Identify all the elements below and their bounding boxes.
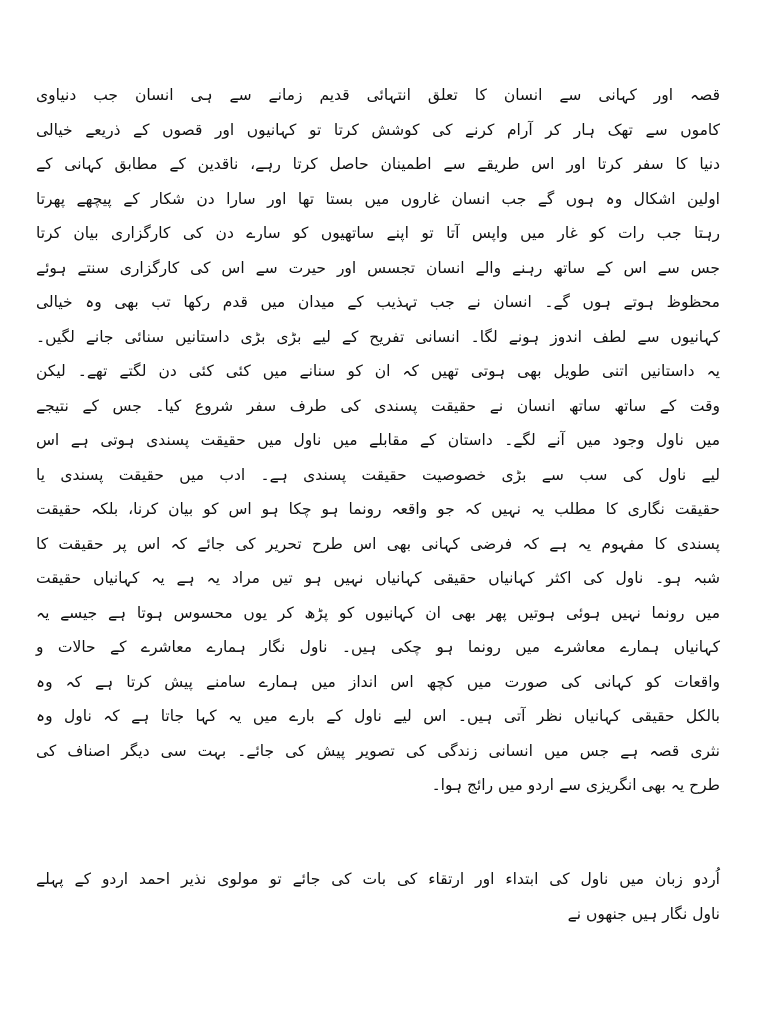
text-line: میں ناول وجود میں آنے لگے۔ داستان کے مقابلے میں ناول میں حقیقت پسندی ہوتی ہے اس xyxy=(36,431,720,449)
text-line: اولین اشکال وہ ہوں گے جب انسان غاروں میں بستا تھا اور سارا دن شکار کے پیچھے پھرتا xyxy=(36,189,720,208)
text-line: ناول نگار ہیں جنھوں نے xyxy=(567,904,720,923)
text-line: دنیا کا سفر کرتا اور اس طریقے سے اطمینان حاصل کرتا رہے، ناقدین کے مطابق کہانی کے xyxy=(36,155,720,173)
text-line: قصہ اور کہانی سے انسان کا تعلق انتہائی قدیم زمانے سے ہی انسان جب دنیاوی xyxy=(36,86,720,104)
text-line: کہانیاں ہمارے معاشرے میں رونما ہو چکی ہیں۔ ناول نگار ہمارے معاشرے کے حالات و xyxy=(36,638,720,656)
text-line: میں رونما نہیں ہوئی ہوتیں پھر بھی ان کہانیوں کو پڑھ کر یوں محسوس ہوتا ہے جیسے یہ xyxy=(36,603,720,622)
paragraph-novel-history xyxy=(36,78,720,803)
text-line: رہتا جب رات کو غار میں واپس آتا تو اپنے ساتھیوں کو سارے دن کی کارگزاری بیان کرتا xyxy=(36,224,720,242)
text-line: پسندی کا مفہوم یہ ہے کہ فرضی کہانی بھی اس طرح تحریر کی جائے کہ اس پر حقیقت کا xyxy=(36,534,720,553)
text-line: طرح یہ بھی انگریزی سے اردو میں رائج ہوا۔ xyxy=(431,776,720,794)
text-line: نثری قصہ ہے جس میں انسانی زندگی کی تصویر پیش کی جائے۔ بہت سی دیگر اصناف کی xyxy=(36,741,720,760)
text-line: کہانیوں سے لطف اندوز ہونے لگا۔ انسانی تفریح کے لیے بڑی بڑی داستانیں سنائی جانے لگیں۔ xyxy=(36,327,720,346)
text-line: محظوظ ہوتے ہوں گے۔ انسان نے جب تہذیب کے میدان میں قدم رکھا تب بھی وہ خیالی xyxy=(36,293,720,311)
text-line: شبہ ہو۔ ناول کی اکثر کہانیاں حقیقی کہانیاں نہیں ہو تیں مراد یہ ہے یہ کہانیاں حقیقت xyxy=(36,569,720,587)
text-line: کاموں سے تھک ہار کر آرام کرنے کی کوشش کرتا تو کہانیوں اور قصوں کے ذریعے خیالی xyxy=(36,120,720,139)
text-line: اُردو زبان میں ناول کی ابتداء اور ارتقاء کی بات کی جائے تو مولوی نذیر احمد اردو کے پہلے xyxy=(36,870,720,888)
text-line: لیے ناول کی سب سے بڑی خصوصیت حقیقت پسندی ہے۔ ادب میں حقیقت پسندی یا xyxy=(36,465,720,484)
paragraph-urdu-novel-origin xyxy=(36,862,720,931)
text-line: جس سے اس کے ساتھ رہنے والے انسان تجسس اور حیرت سے اس کی کارگزاری سنتے ہوئے xyxy=(36,258,720,277)
text-line: واقعات کو کہانی کی صورت میں کچھ اس انداز میں ہمارے سامنے پیش کرتا ہے کہ وہ xyxy=(36,672,720,691)
text-line: یہ داستانیں اتنی طویل بھی ہوتی تھیں کہ ان کو سنانے میں کئی کئی دن لگتے تھے۔ لیکن xyxy=(36,362,720,380)
text-line: وقت کے ساتھ ساتھ انسان نے حقیقت پسندی کی طرف سفر شروع کیا۔ جس کے نتیجے xyxy=(36,396,720,415)
text-line: حقیقت نگاری کا مطلب یہ نہیں کہ جو واقعہ رونما ہو چکا ہو اس کو بیان کرنا، بلکہ حقیقت xyxy=(36,500,720,518)
text-line: بالکل حقیقی کہانیاں نظر آتی ہیں۔ اس لیے ناول کے بارے میں یہ کہا جاتا ہے کہ ناول وہ xyxy=(36,707,720,725)
